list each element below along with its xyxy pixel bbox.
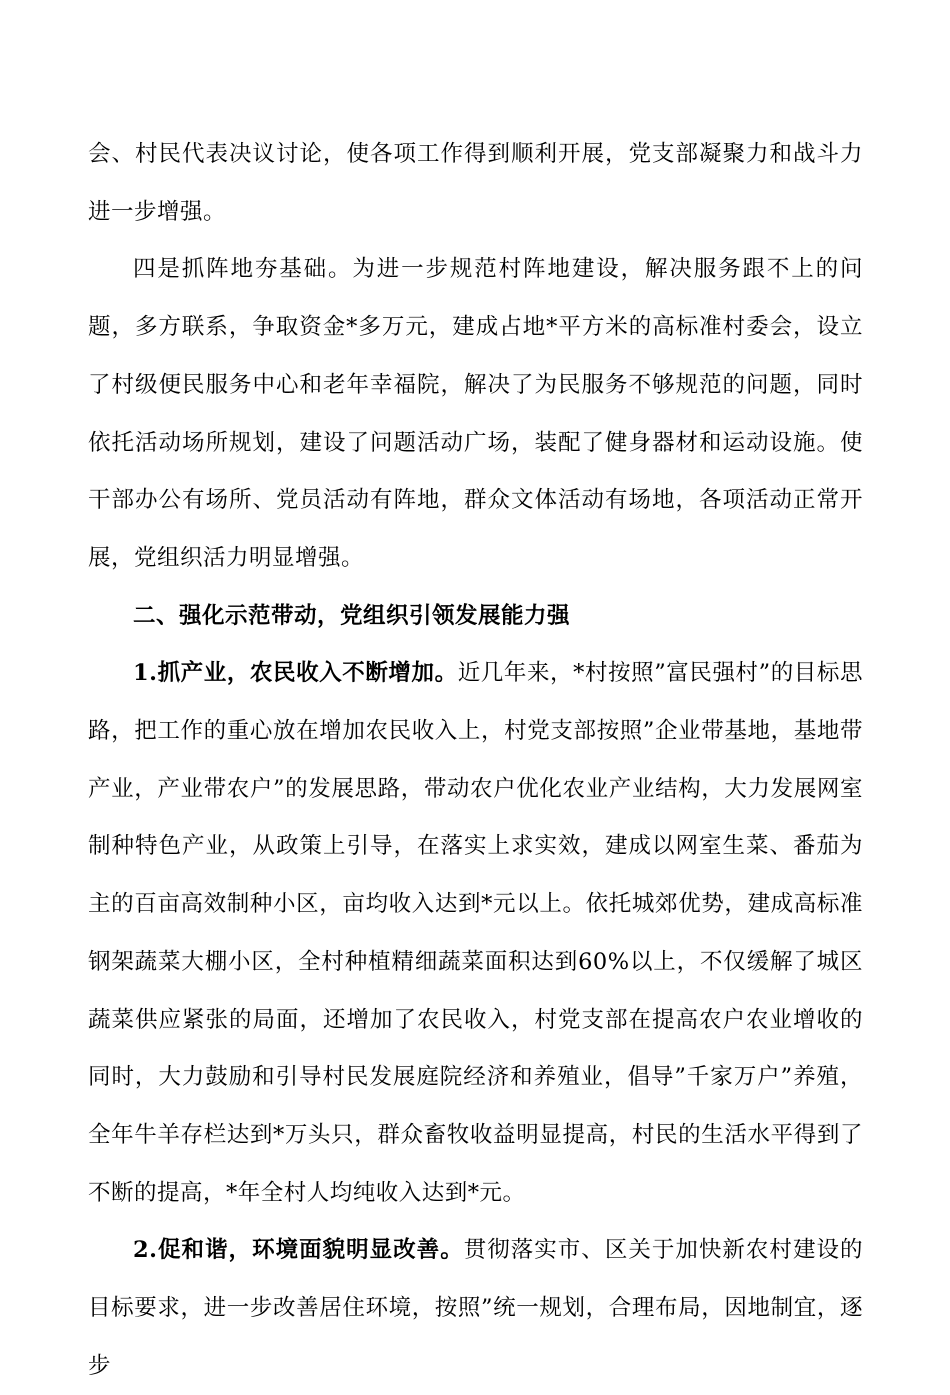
document-page: [88, 126, 863, 1395]
paragraph-continuation: 会、村民代表决议讨论，使各项工作得到顺利开展，党支部凝聚力和战斗力进一步增强。: [88, 141, 863, 225]
paragraph-lead-harmony: 2.促和谐，环境面貌明显改善。: [133, 1237, 464, 1264]
paragraph-industry: [88, 645, 863, 1222]
paragraph-body-industry: 近几年来，*村按照”富民强村”的目标思路，把工作的重心放在增加农民收入上，村党支部按照”企业带基地，基地带产业，产业带农户”的发展思路，带动农户优化农业产业结构，大力发展网室制种特色产业，从政策上引导，在落实上求实效，建成以网室生菜、番茄为主的百亩高效制种小区，亩均收入达到*元以上。依托城郊优势，建成高标准钢架蔬菜大棚小区，全村种植精细蔬菜面积达到60%以上，不仅缓解了城区蔬菜供应紧张的局面，还增加了农民收入，村党支部在提高农户农业增收的同时，大力鼓励和引导村民发展庭院经济和养殖业，倡导”千家万户”养殖，全年牛羊存栏达到*万头只，群众畜牧收益明显提高，村民的生活水平得到了不断的提高，*年全村人均纯收入达到*元。: [88, 660, 863, 1206]
paragraph-position-building: 四是抓阵地夯基础。为进一步规范村阵地建设，解决服务跟不上的问题，多方联系，争取资金*多万元，建成占地*平方米的高标准村委会，设立了村级便民服务中心和老年幸福院，解决了为民服务不够规范的问题，同时依托活动场所规划，建设了问题活动广场，装配了健身器材和运动设施。使干部办公有场所、党员活动有阵地，群众文体活动有场地，各项活动正常开展，党组织活力明显增强。: [88, 256, 863, 571]
paragraph-lead-industry: 1.抓产业，农民收入不断增加。: [133, 660, 458, 687]
paragraph-body-harmony: 贯彻落实市、区关于加快新农村建设的目标要求，进一步改善居住环境，按照”统一规划，合理布局，因地制宜，逐步: [88, 1237, 863, 1379]
section-heading: 二、强化示范带动，党组织引领发展能力强: [133, 602, 571, 629]
paragraph-harmony: [88, 1222, 863, 1395]
